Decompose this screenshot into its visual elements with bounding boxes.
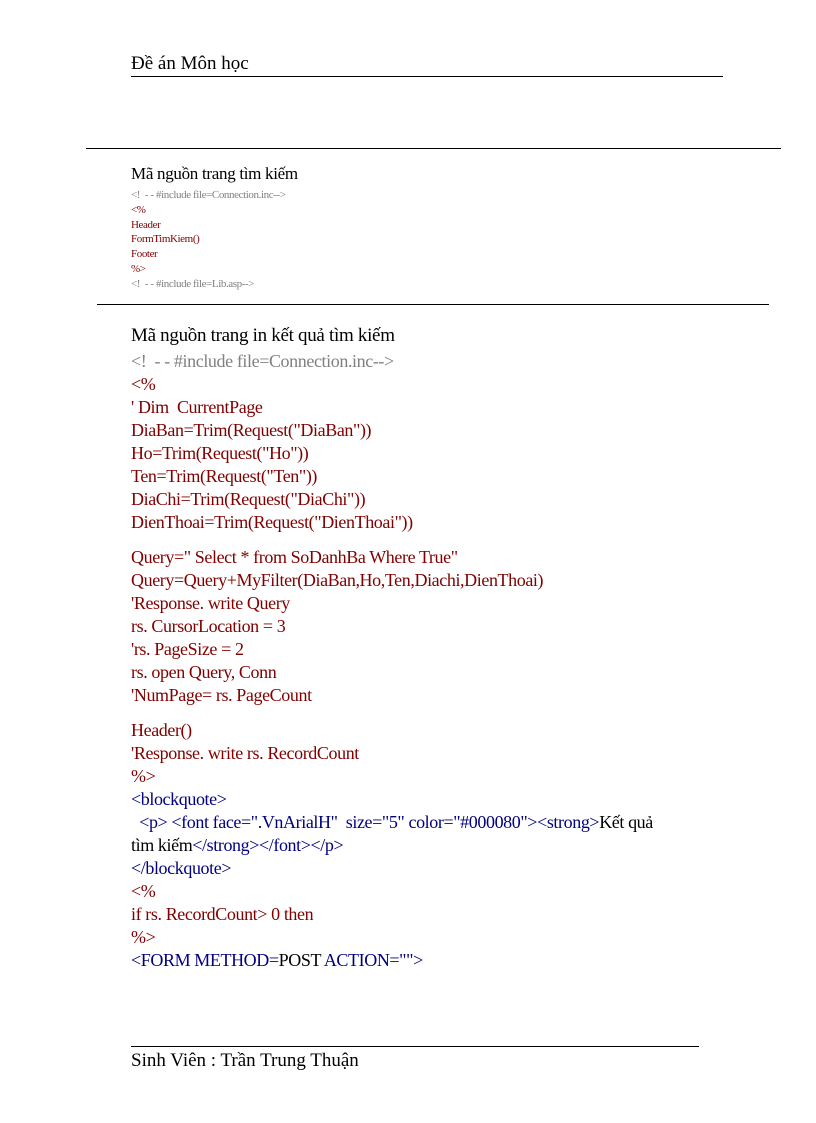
code-line-p-tag [131, 811, 711, 834]
footer-student-name: Sinh Viên : Trần Trung Thuận [131, 1050, 359, 1071]
code-line: %> [131, 927, 156, 947]
code-line: Header [131, 218, 161, 231]
code-line: rs. open Query, Conn [131, 662, 277, 682]
section-divider-top [86, 148, 781, 149]
code-line: 'Response. write Query [131, 593, 290, 613]
code-line: <blockquote> [131, 789, 227, 809]
code-line: <% [131, 374, 156, 394]
code-line: <! - - #include file=Lib.asp--> [131, 277, 255, 290]
code-line: <! - - #include file=Connection.inc--> [131, 351, 394, 371]
code-line: DiaChi=Trim(Request("DiaChi")) [131, 489, 366, 509]
results-page-source-title: Mã nguồn trang in kết quả tìm kiếm [131, 325, 395, 346]
code-line: DienThoai=Trim(Request("DienThoai")) [131, 512, 413, 532]
html-tag: </font> [259, 835, 311, 855]
html-tag: </strong> [192, 835, 260, 855]
code-line: rs. CursorLocation = 3 [131, 616, 286, 636]
code-line: 'NumPage= rs. PageCount [131, 685, 312, 705]
results-page-source-code [131, 350, 711, 972]
footer-rule [131, 1046, 699, 1047]
code-line: Header() [131, 720, 192, 740]
code-line: DiaBan=Trim(Request("DiaBan")) [131, 420, 372, 440]
code-line: if rs. RecordCount> 0 then [131, 904, 314, 924]
indent [131, 812, 139, 832]
code-line: FormTimKiem() [131, 233, 200, 246]
code-line: Ten=Trim(Request("Ten")) [131, 466, 318, 486]
code-line: <% [131, 881, 156, 901]
code-line: 'rs. PageSize = 2 [131, 639, 244, 659]
code-line: ' Dim CurrentPage [131, 397, 263, 417]
code-line: %> [131, 766, 156, 786]
search-page-source-title: Mã nguồn trang tìm kiếm [131, 164, 298, 183]
code-line: Query=" Select * from SoDanhBa Where True" [131, 547, 458, 567]
code-block-gap [131, 707, 711, 719]
html-tag: <p> [139, 812, 168, 832]
html-tag: <FORM METHOD= [131, 950, 279, 970]
html-tag: <font face=".VnArialH" size="5" color="#000080"> [167, 812, 538, 832]
code-line: %> [131, 262, 146, 275]
html-attr-value: POST [278, 950, 321, 970]
page-header-title: Đề án Môn học [131, 53, 249, 74]
code-line: <! - - #include file=Connection.inc--> [131, 189, 286, 201]
code-block-gap [131, 534, 711, 546]
search-page-source-code [131, 188, 286, 292]
html-text: tìm kiếm [131, 835, 193, 855]
html-tag: </p> [310, 835, 344, 855]
code-line: 'Response. write rs. RecordCount [131, 743, 359, 763]
code-line: Footer [131, 248, 158, 261]
html-tag: ACTION=""> [320, 950, 423, 970]
code-line: Ho=Trim(Request("Ho")) [131, 443, 309, 463]
code-line: <% [131, 203, 146, 216]
html-text: Kết quả [599, 812, 653, 832]
code-line: </blockquote> [131, 858, 232, 878]
html-tag: <strong> [537, 812, 600, 832]
code-line-p-tag-cont [131, 834, 711, 857]
header-underline [131, 76, 723, 77]
code-line-form-tag [131, 949, 711, 972]
section-divider-bottom [97, 304, 769, 305]
code-line: Query=Query+MyFilter(DiaBan,Ho,Ten,Diachi,DienThoai) [131, 570, 544, 590]
